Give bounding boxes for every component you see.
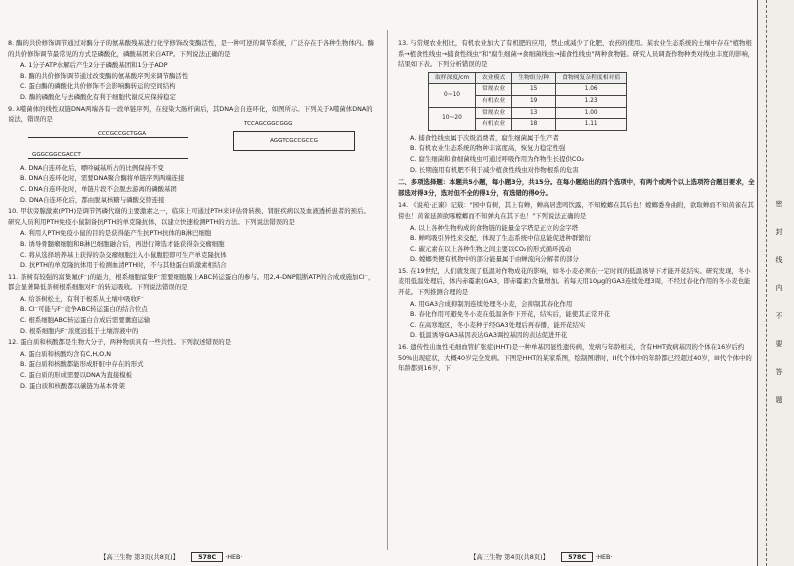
seal-char: 线 <box>775 256 783 264</box>
question-stem: 14. 《说苑·正谏》记载："园中有树，其上有蝉，蝉高居悲鸣饮露，不知螳螂在其后也！螳螂委身曲附，欲取蝉而不知黄雀在其傍也！黄雀延颈欲啄螳螂而不知弹丸在其下也！"下列说法正确的是 <box>398 201 754 220</box>
dna-top-strand: CCCGCCGCTGGA <box>98 130 147 137</box>
seal-strip <box>757 0 794 566</box>
table-header: 取样深度/cm <box>429 72 476 84</box>
left-column <box>8 38 376 392</box>
table-cell: 1.06 <box>556 84 627 96</box>
option-d: D. 蛋白质和核酸都以碳链为基本骨架 <box>20 381 125 390</box>
question-stem: 16. 遗传性出血性毛细血管扩张症(HHT)是一种单基因显性遗传病，发病与年龄相关，含有HHT致病基因的个体在16岁后约50%出现症状，大概40岁完全发病。下图是HHT的某家系图，绘制图谱时，II代个体中的年龄都已经超过40岁，III代个体中的年龄都到16岁，下 <box>398 343 752 373</box>
data-table <box>428 72 627 131</box>
seal-char: 不 <box>775 312 783 320</box>
table-header: 生物组分/种 <box>512 72 556 84</box>
question-stem: 15. 在19世纪，人们就发现了低温对作物成花的影响，如冬小麦必须在一定时间的低温诱导下才能开花结实。研究发现，冬小麦用低温处理后，体内赤霉素(GA3，即赤霉素)含量增加。若每天用10μg的GA3连续处理3周，不经过春化作用的冬小麦也能开花。下列推测合理的是 <box>398 266 751 297</box>
table-cell: 15 <box>512 84 556 96</box>
table-header: 食物网复杂程度相对值 <box>556 72 627 84</box>
question-13 <box>398 38 756 175</box>
question-stem: 9. λ噬菌体的线性双链DNA两端各有一段单链序列，在侵染大肠杆菌后，其DNA会自连环化，如图所示。下列关于λ噬菌体DNA的说法，错误的是 <box>8 104 373 124</box>
dna-diagram <box>28 120 376 161</box>
option-a: A. 以上各种生物构成的食物链的能量金字塔是正立的金字塔 <box>410 223 579 232</box>
option-a: A. 用GA3合成抑制剂连续处理冬小麦，会抑制其春化作用 <box>410 299 573 308</box>
option-d: D. 根系细胞内F⁻浓度远低于土壤溶液中的 <box>20 326 139 335</box>
seal-line <box>766 0 768 566</box>
option-d: D. DNA自连环化后，都由脱氧核糖与磷酸交替连接 <box>20 195 165 204</box>
question-stem: 12. 蛋白质和核酸都是生物大分子，两种物质具有一些共性。下列叙述错误的是 <box>8 338 232 347</box>
question-14 <box>398 200 756 265</box>
table-cell: 有机农业 <box>475 95 511 107</box>
question-11 <box>8 272 376 337</box>
dna-bottom-strand: GGGCGGCGACCT <box>32 151 81 158</box>
option-b: B. 春化作用可避免冬小麦在低温条件下开花，结实后，能使其正常开花 <box>410 310 611 319</box>
option-a: A. 捕食性线虫属于次级消费者，腐生细菌属于生产者 <box>410 133 559 142</box>
ring-dna <box>233 120 355 151</box>
question-stem: 10. 甲状旁腺激素(PTH)是调节钙磷代谢的主要激素之一，临床上可通过PTH来评估骨转换、肾脏疾病以及血液透析患者的预后。研究人员利用PTH免疫小鼠制备抗PTH的单克隆抗体，以建立快速检测PTH的方法。下列说法错误的是 <box>8 207 370 226</box>
table-cell: 常规农业 <box>475 84 511 96</box>
table-cell: 1.00 <box>556 107 627 119</box>
option-c: C. 蛋白酶的磷酸化共价修饰不会影响酶转运的空间结构 <box>20 82 176 91</box>
option-c: C. 蛋白质的形成需要以DNA为直接模板 <box>20 371 133 380</box>
page-label: 【高三生物 第3页(共8页)】 <box>100 553 180 561</box>
option-d: D. 抗PTH的单克隆抗体用于检测血清PTH时，不与其他蛋白质激素相结合 <box>20 261 227 270</box>
option-b: B. 酶的共价修饰调节通过改变酶的氨基酸序列来调节酶活性 <box>20 71 189 80</box>
option-b: B. 有机农业生态系统的物种丰富度高，恢复力稳定性强 <box>410 144 566 153</box>
seal-char: 答 <box>775 368 783 376</box>
linear-dna <box>28 130 188 159</box>
table-row <box>429 107 627 119</box>
question-9 <box>8 104 376 206</box>
option-a: A. DNA自连环化后，嘌呤碱基所占的比例保持不变 <box>20 163 164 172</box>
option-b: B. DNA自连环化时，需要DNA聚合酶将单链序列两端连接 <box>20 174 185 183</box>
option-b: B. 诱导骨髓瘤细胞和B淋巴细胞融合后，再进行筛选才能获得杂交瘤细胞 <box>20 239 225 248</box>
ring-bottom-strand: AGGTCGCCGCCG <box>270 137 318 144</box>
table-row <box>429 84 627 96</box>
publisher-tag: ·HEB· <box>225 553 243 561</box>
right-column <box>398 38 756 375</box>
option-d: D. 酶的磷酸化与去磷酸化有利于细胞代谢反应保持稳定 <box>20 92 176 101</box>
question-10 <box>8 206 376 271</box>
option-d: D. 长期施用有机肥不利于减少植食性线虫对作物根系的危害 <box>410 165 579 174</box>
table-cell: 有机农业 <box>475 119 511 131</box>
option-c: C. 腐生细菌和食细菌线虫可通过呼吸作用为作物生长提供CO₂ <box>410 154 584 163</box>
table-cell: 常规农业 <box>475 107 511 119</box>
table-header: 农业模式 <box>475 72 511 84</box>
publisher-tag: ·HEB· <box>595 553 613 561</box>
option-a: A. 蛋白质和核酸均含有C,H,O,N <box>20 349 112 358</box>
option-a: A. 利用人PTH免疫小鼠的目的是获得能产生抗PTH抗体的B淋巴细胞 <box>20 229 212 238</box>
option-a: A. 给茶树松土，有利于根系从土壤中吸收F⁻ <box>20 294 145 303</box>
section-heading: 二、多项选择题：本题共5小题，每小题3分，共15分。在每小题给出的四个选项中，有两个或两个以上选项符合题目要求，全部选对得3分，选对但不全的得1分，有选错的得0分。 <box>398 178 755 197</box>
seal-text <box>774 190 784 414</box>
table-header-row <box>429 72 627 84</box>
exam-code: 578C <box>191 552 223 562</box>
table-cell: 18 <box>512 119 556 131</box>
option-c: C. 根系细胞ABC转运蛋白合成后需要囊泡运输 <box>20 316 151 325</box>
table-cell: 0~10 <box>429 84 476 107</box>
seal-char: 要 <box>775 340 783 348</box>
question-15 <box>398 266 756 341</box>
option-a: A. 1分子ATP水解后产生2分子磷酸基团和1分子ADP <box>20 61 168 70</box>
option-b: B. Cl⁻可能与F⁻竞争ABC转运蛋白的结合位点 <box>20 305 148 314</box>
exam-code: 578C <box>561 552 593 562</box>
option-c: C. 碳元素在以上各种生物之间主要以CO₂的形式循环流动 <box>410 244 572 253</box>
option-d: D. 螳螂类便有机物中的部分能量属于由蝉流向分解者的部分 <box>410 255 579 264</box>
option-c: C. DNA自连环化时，单链片段不会脱去游离的磷酸基团 <box>20 184 177 193</box>
table-cell: 10~20 <box>429 107 476 130</box>
table-cell: 19 <box>512 95 556 107</box>
question-stem: 13. 与常规农业相比，有机农业加大了有机肥的应用，禁止或减少了化肥、农药的使用。某农业生态系统的土壤中存在"植物根系→植食性线虫→捕食性线虫"和"腐生细菌→食细菌线虫→捕食性线虫"两种食物链。研究人员调查作物种类对线虫丰度的影响，结果如下表。下列分析错误的是 <box>398 39 755 69</box>
question-stem: 8. 酶的共价修饰调节通过对酶分子的氨基酸残基进行化学修饰改变酶活性，是一种可逆的调节系统，广泛存在于各种生物体内。酶的共价修饰调节最常见的方式是磷酸化，磷酸基团来自ATP。下列说法正确的是 <box>8 39 375 58</box>
table-cell: 1.11 <box>556 119 627 131</box>
option-b: B. 蛋白质和核酸都能形成肝脏中存在的形式 <box>20 360 144 369</box>
right-footer <box>470 552 612 562</box>
option-c: C. 将从选择培养基上获得的杂交瘤细胞注入小鼠腹腔即可生产单克隆抗体 <box>20 250 227 259</box>
ring-top-strand: TCCAGCGGCGGG <box>244 120 293 127</box>
question-8 <box>8 38 376 103</box>
seal-char: 内 <box>775 284 783 292</box>
left-footer <box>100 552 242 562</box>
seal-char: 题 <box>775 396 783 404</box>
column-divider <box>387 30 389 550</box>
question-16 <box>398 342 756 374</box>
option-b: B. 蝉鸣吸引异性来交配，体现了生态系统中信息能促进种群繁衍 <box>410 234 591 243</box>
question-stem: 11. 茶树有较强的富集氟(F⁻)的能力，根系细胞富集F⁻需要细胞膜上ABC转运蛋白的参与。用2,4-DNP阻断ATP的合成或施加Cl⁻，都会显著降低茶树根系细胞对F⁻的转运吸收。下列说法错误的是 <box>8 272 375 292</box>
option-c: C. 在高寒地区，冬小麦种子经GA3处理后再春播，能开花结实 <box>410 320 586 329</box>
option-d: D. 低温诱导GA3基因表达GA3调控基因的表达促进开花 <box>410 331 568 340</box>
table-cell: 1.23 <box>556 95 627 107</box>
table-cell: 13 <box>512 107 556 119</box>
page-label: 【高三生物 第4页(共8页)】 <box>470 553 550 561</box>
seal-char: 封 <box>775 228 783 236</box>
question-12 <box>8 337 376 391</box>
seal-char: 密 <box>775 200 783 208</box>
